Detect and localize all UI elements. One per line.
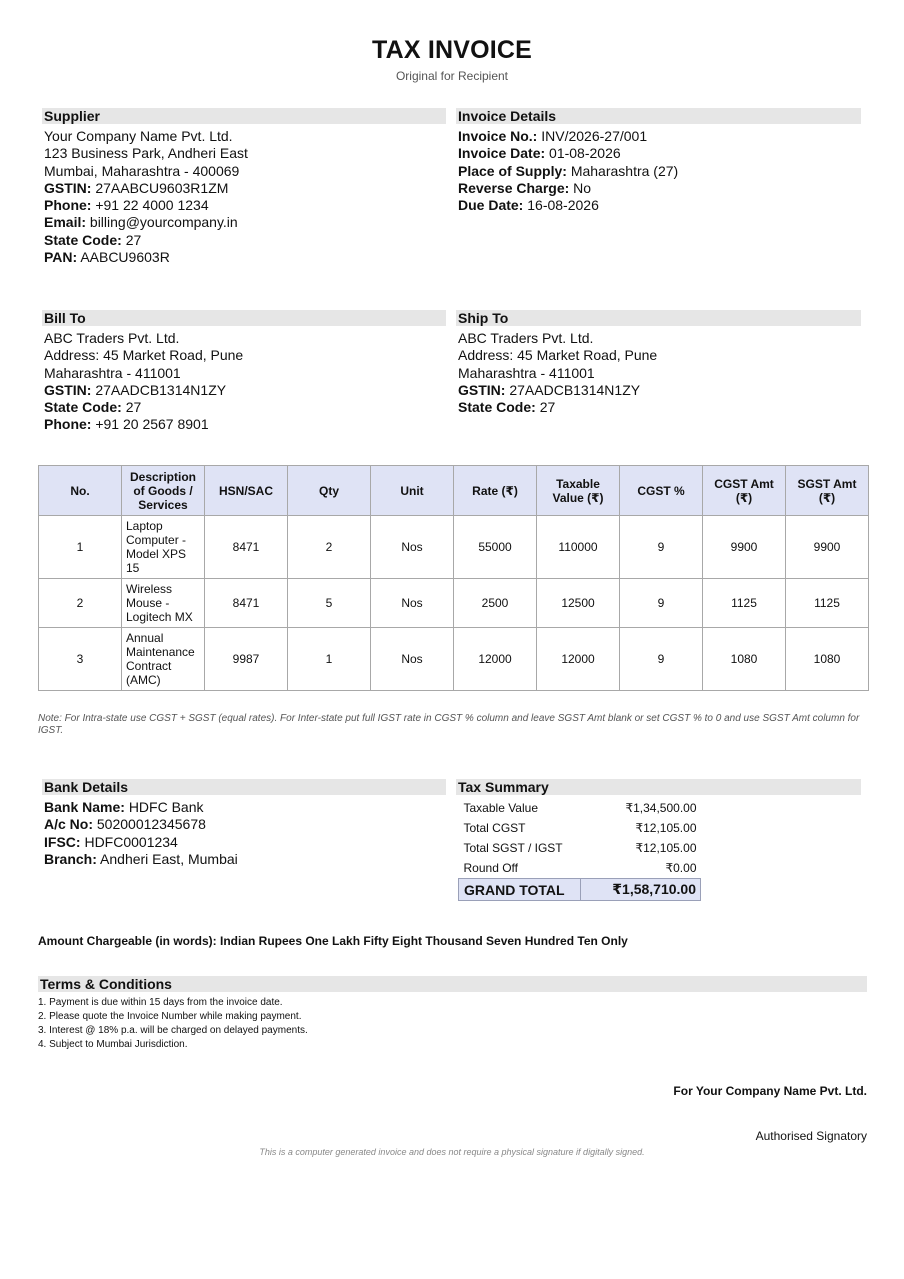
amount-in-words: Amount Chargeable (in words): Indian Rupees One Lakh Fifty Eight Thousand Seven Hundred Ten Only [38,934,628,948]
bank-branch-label: Branch: [44,850,97,867]
column-header: SGST Amt (₹) [786,466,869,516]
table-cell: 1080 [786,628,869,691]
ship-to-gstin-value: 27AADCB1314N1ZY [509,381,641,398]
supplier-state-code-value: 27 [125,231,142,248]
ship-to-gstin [458,382,859,399]
reverse-charge [458,180,859,197]
terms-item: 2. Please quote the Invoice Number while making payment. [38,1011,302,1022]
invoice-date-label: Invoice Date: [458,145,546,162]
ship-to-heading: Ship To [456,310,861,326]
ship-to-address-line-2: Maharashtra - 411001 [458,364,595,381]
bill-to-address-line-1: Address: 45 Market Road, Pune [44,347,244,364]
summary-value: ₹0.00 [665,861,697,875]
summary-row [459,818,701,838]
column-header: Qty [288,466,371,516]
supplier-state-code [44,232,444,249]
table-cell: 2 [39,579,122,628]
account-number-label: A/c No: [44,816,93,833]
summary-row [459,798,701,818]
reverse-charge-value: No [573,179,592,196]
ship-to-state-code [458,399,859,416]
summary-value: ₹1,34,500.00 [625,801,697,815]
table-row [39,579,869,628]
table-cell: 1125 [703,579,786,628]
bank-name [44,799,444,816]
ship-to-state-code-label: State Code: [458,399,536,416]
invoice-details-block [458,128,859,214]
column-header: Taxable Value (₹) [537,466,620,516]
invoice-number-value: INV/2026-27/001 [541,128,648,144]
table-cell: 1080 [703,628,786,691]
bill-to-gstin [44,382,444,399]
table-cell: 2500 [454,579,537,628]
ship-to-block [458,330,859,416]
tax-note: Note: For Intra-state use CGST + SGST (equal rates). For Inter-state put full IGST rate in CGST % column and leave SGST Amt blank or set CGST % to 0 and use SGST Amt column for IGST. [38,713,860,736]
table-cell: 8471 [205,579,288,628]
table-cell: 1 [39,516,122,579]
supplier-gstin-label: GSTIN: [44,179,92,196]
column-header: No. [39,466,122,516]
table-cell: 12000 [454,628,537,691]
column-header: Description of Goods / Services [122,466,205,516]
supplier-heading: Supplier [42,108,446,124]
table-row [39,628,869,691]
account-number [44,816,444,833]
supplier-state-code-label: State Code: [44,231,122,248]
bill-to-gstin-value: 27AADCB1314N1ZY [95,381,227,398]
table-cell: Nos [371,628,454,691]
table-row [39,516,869,579]
invoice-date-value: 01-08-2026 [549,145,621,162]
supplier-phone-value: +91 22 4000 1234 [95,197,209,214]
table-cell: 9900 [786,516,869,579]
table-cell: Nos [371,516,454,579]
terms-item: 1. Payment is due within 15 days from the invoice date. [38,997,283,1008]
summary-value: ₹12,105.00 [635,841,697,855]
table-cell: 9900 [703,516,786,579]
authorised-signatory-label: Authorised Signatory [755,1129,867,1143]
ship-to-state-code-value: 27 [539,399,556,416]
supplier-pan [44,249,444,266]
bill-to-state-code-value: 27 [125,399,142,416]
bill-to-gstin-label: GSTIN: [44,381,92,398]
bill-to-state-code-label: State Code: [44,399,122,416]
invoice-number-label: Invoice No.: [458,128,538,144]
for-company-label: For Your Company Name Pvt. Ltd. [673,1084,867,1098]
place-of-supply-value: Maharashtra (27) [570,162,679,179]
table-cell: 9987 [205,628,288,691]
supplier-email [44,214,444,231]
bank-name-label: Bank Name: [44,799,125,815]
place-of-supply [458,163,859,180]
bill-to-state-code [44,399,444,416]
summary-label: Total CGST [463,821,526,835]
terms-item: 3. Interest @ 18% p.a. will be charged on delayed payments. [38,1025,308,1036]
due-date [458,197,859,214]
table-cell: 5 [288,579,371,628]
reverse-charge-label: Reverse Charge: [458,179,570,196]
terms-heading: Terms & Conditions [38,976,867,992]
ifsc-code-value: HDFC0001234 [84,833,178,850]
bank-details-heading: Bank Details [42,779,446,795]
column-header: Unit [371,466,454,516]
table-cell: 3 [39,628,122,691]
tax-summary-table [458,798,701,901]
terms-list [38,996,308,1052]
bank-name-value: HDFC Bank [128,799,204,815]
terms-item: 4. Subject to Mumbai Jurisdiction. [38,1039,188,1050]
due-date-label: Due Date: [458,197,524,214]
ifsc-code [44,834,444,851]
supplier-phone [44,197,444,214]
bank-branch-value: Andheri East, Mumbai [100,850,238,867]
column-header: CGST Amt (₹) [703,466,786,516]
table-cell: 1 [288,628,371,691]
supplier-name: Your Company Name Pvt. Ltd. [44,128,233,144]
table-header-row [39,466,869,516]
table-cell: 110000 [537,516,620,579]
invoice-title: TAX INVOICE [371,36,533,64]
bill-to-phone [44,416,444,433]
tax-summary-heading: Tax Summary [456,779,861,795]
supplier-gstin [44,180,444,197]
column-header: CGST % [620,466,703,516]
grand-total-label: GRAND TOTAL [459,879,581,901]
account-number-value: 50200012345678 [96,816,206,833]
table-cell: 1125 [786,579,869,628]
supplier-gstin-value: 27AABCU9603R1ZM [95,179,229,196]
ship-to-name: ABC Traders Pvt. Ltd. [458,330,594,346]
supplier-email-label: Email: [44,214,87,231]
summary-label: Round Off [463,861,518,875]
table-cell: 55000 [454,516,537,579]
grand-total-value: ₹1,58,710.00 [581,879,701,901]
bill-to-name: ABC Traders Pvt. Ltd. [44,330,180,346]
summary-value: ₹12,105.00 [635,821,697,835]
ship-to-address-line-1: Address: 45 Market Road, Pune [458,347,658,364]
table-cell: Laptop Computer - Model XPS 15 [122,516,205,579]
table-cell: 9 [620,628,703,691]
table-cell: 12500 [537,579,620,628]
table-cell: 9 [620,579,703,628]
line-items-table [38,465,869,691]
supplier-pan-label: PAN: [44,249,78,266]
ship-to-gstin-label: GSTIN: [458,381,506,398]
footer-note: This is a computer generated invoice and does not require a physical signature if digitally signed. [259,1147,645,1157]
summary-label: Taxable Value [463,801,538,815]
supplier-address-line-1: 123 Business Park, Andheri East [44,145,248,162]
invoice-number [458,128,859,145]
supplier-email-value: billing@yourcompany.in [89,214,238,231]
bill-to-heading: Bill To [42,310,446,326]
invoice-details-heading: Invoice Details [456,108,861,124]
table-cell: 9 [620,516,703,579]
column-header: Rate (₹) [454,466,537,516]
supplier-pan-value: AABCU9603R [80,249,170,266]
column-header: HSN/SAC [205,466,288,516]
due-date-value: 16-08-2026 [527,197,599,214]
bill-to-block [44,330,444,434]
table-cell: Wireless Mouse - Logitech MX [122,579,205,628]
table-cell: Nos [371,579,454,628]
bank-details-block [44,799,444,868]
bill-to-phone-value: +91 20 2567 8901 [95,416,209,433]
invoice-subtitle: Original for Recipient [395,69,509,83]
table-cell: 12000 [537,628,620,691]
bill-to-phone-label: Phone: [44,416,92,433]
ifsc-code-label: IFSC: [44,833,81,850]
table-cell: 8471 [205,516,288,579]
bank-branch [44,851,444,868]
bill-to-address-line-2: Maharashtra - 411001 [44,364,181,381]
supplier-block [44,128,444,266]
table-cell: Annual Maintenance Contract (AMC) [122,628,205,691]
summary-row [459,838,701,858]
table-cell: 2 [288,516,371,579]
place-of-supply-label: Place of Supply: [458,162,567,179]
summary-row [459,858,701,879]
supplier-phone-label: Phone: [44,197,92,214]
grand-total-row [459,879,701,901]
supplier-address-line-2: Mumbai, Maharashtra - 400069 [44,162,240,179]
summary-label: Total SGST / IGST [463,841,563,855]
invoice-date [458,145,859,162]
